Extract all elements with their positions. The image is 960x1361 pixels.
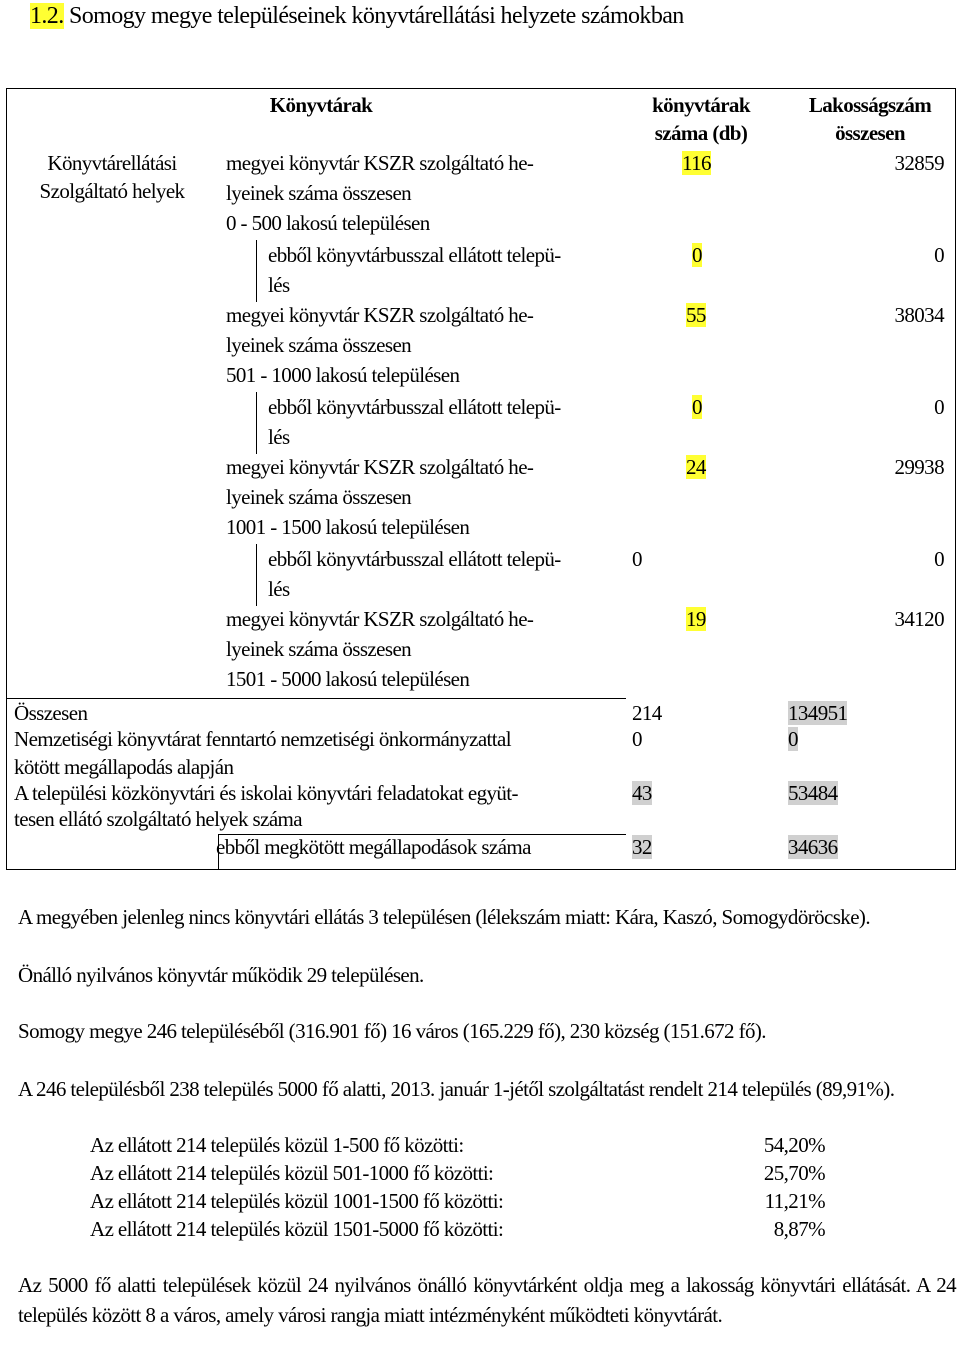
percentage-label: Az ellátott 214 település közül 1501-5000 fő közötti: xyxy=(90,1217,504,1241)
row-population: 32859 xyxy=(894,151,944,175)
row-count: 0 xyxy=(632,547,642,571)
paragraph-independent-libraries: Önálló nyilvános könyvtár működik 29 településen. xyxy=(18,963,424,987)
agreements-label: ebből megkötött megállapodások száma xyxy=(216,835,531,859)
total-population: 134951 xyxy=(788,701,848,725)
row-label: lés xyxy=(268,425,290,449)
row-label: megyei könyvtár KSZR szolgáltató he- xyxy=(226,151,534,175)
title-number: 1.2. xyxy=(30,3,64,29)
total-count: 214 xyxy=(632,701,662,725)
group-label-line2: Szolgáltató helyek xyxy=(39,179,185,203)
page-title xyxy=(30,0,692,33)
library-stats-table xyxy=(6,88,956,870)
agreements-count: 32 xyxy=(632,835,652,859)
agreements-population: 34636 xyxy=(788,835,838,859)
group-label-line1: Könyvtárellátási xyxy=(47,151,177,175)
percentage-value: 8,87% xyxy=(773,1217,825,1241)
row-label: megyei könyvtár KSZR szolgáltató he- xyxy=(226,303,534,327)
row-label: 1501 - 5000 lakosú településen xyxy=(226,667,470,691)
subrow-border-2 xyxy=(256,392,257,454)
subrow-border-3 xyxy=(256,544,257,606)
percentage-value: 25,70% xyxy=(763,1161,825,1185)
row-count: 19 xyxy=(686,607,706,631)
row-label: lyeinek száma összesen xyxy=(226,333,412,357)
header-population-line2: összesen xyxy=(835,121,905,145)
subrow-border-1 xyxy=(256,240,257,302)
row-count: 116 xyxy=(682,151,711,175)
header-count-line2: száma (db) xyxy=(654,121,748,145)
header-count-line1: könyvtárak xyxy=(652,93,750,117)
paragraph-service-settlements: A 246 településből 238 település 5000 fő alatti, 2013. január 1-jétől szolgáltatást rendelt 214 település (89,91%). xyxy=(18,1077,895,1101)
paragraph-independent-small: Az 5000 fő alatti települések közül 24 nyilvános önálló könyvtárként oldja meg a lakosság könyvtári ellátását. A 24 település között 8 a város, amely városi rangja miatt intézményként működteti könyvtárát. xyxy=(18,1273,956,1327)
row-population: 0 xyxy=(934,395,944,419)
header-libraries: Könyvtárak xyxy=(269,93,373,117)
row-population: 34120 xyxy=(894,607,944,631)
row-label: ebből könyvtárbusszal ellátott telepü- xyxy=(268,243,561,267)
row-label: lyeinek száma összesen xyxy=(226,181,412,205)
total-label: Összesen xyxy=(14,701,88,725)
title-text: Somogy megye településeinek könyvtárellátási helyzete számokban xyxy=(69,3,684,29)
header-population-line1: Lakosságszám xyxy=(808,93,932,117)
joint-library-population: 53484 xyxy=(788,781,838,805)
row-count: 24 xyxy=(686,455,706,479)
percentage-label: Az ellátott 214 település közül 1001-1500 fő közötti: xyxy=(90,1189,504,1213)
row-label: megyei könyvtár KSZR szolgáltató he- xyxy=(226,455,534,479)
percentage-value: 11,21% xyxy=(764,1189,825,1213)
row-label: lés xyxy=(268,577,290,601)
percentage-label: Az ellátott 214 település közül 501-1000 fő közötti: xyxy=(90,1161,494,1185)
row-label: lyeinek száma összesen xyxy=(226,485,412,509)
joint-library-count: 43 xyxy=(632,781,652,805)
row-population: 0 xyxy=(934,547,944,571)
row-population: 29938 xyxy=(894,455,944,479)
minority-agreement-label: kötött megállapodás alapján xyxy=(14,755,234,779)
row-count: 55 xyxy=(686,303,706,327)
row-label: 501 - 1000 lakosú településen xyxy=(226,363,460,387)
minority-agreement-label: Nemzetiségi könyvtárat fenntartó nemzetiségi önkormányzattal xyxy=(14,727,511,751)
row-label: lyeinek száma összesen xyxy=(226,637,412,661)
joint-library-label: A települési közkönyvtári és iskolai könyvtári feladatokat együt- xyxy=(14,781,518,805)
minority-population: 0 xyxy=(788,727,798,751)
row-label: ebből könyvtárbusszal ellátott telepü- xyxy=(268,547,561,571)
row-label: lés xyxy=(268,273,290,297)
row-label: 0 - 500 lakosú településen xyxy=(226,211,430,235)
row-label: megyei könyvtár KSZR szolgáltató he- xyxy=(226,607,534,631)
percentage-value: 54,20% xyxy=(763,1133,825,1157)
paragraph-county-settlements: Somogy megye 246 településéből (316.901 fő) 16 város (165.229 fő), 230 község (151.672 fő). xyxy=(18,1019,766,1043)
row-population: 38034 xyxy=(894,303,944,327)
row-label: 1001 - 1500 lakosú településen xyxy=(226,515,470,539)
table-rule-total xyxy=(6,698,626,699)
joint-library-label: tesen ellátó szolgáltató helyek száma xyxy=(14,807,303,831)
row-population: 0 xyxy=(934,243,944,267)
row-count: 0 xyxy=(692,243,702,267)
row-label: ebből könyvtárbusszal ellátott telepü- xyxy=(268,395,561,419)
paragraph-no-service: A megyében jelenleg nincs könyvtári ellátás 3 településen (lélekszám miatt: Kára, Kaszó, Somogydöröcske). xyxy=(18,905,870,929)
row-count: 0 xyxy=(692,395,702,419)
minority-count: 0 xyxy=(632,727,642,751)
percentage-label: Az ellátott 214 település közül 1-500 fő közötti: xyxy=(90,1133,464,1157)
